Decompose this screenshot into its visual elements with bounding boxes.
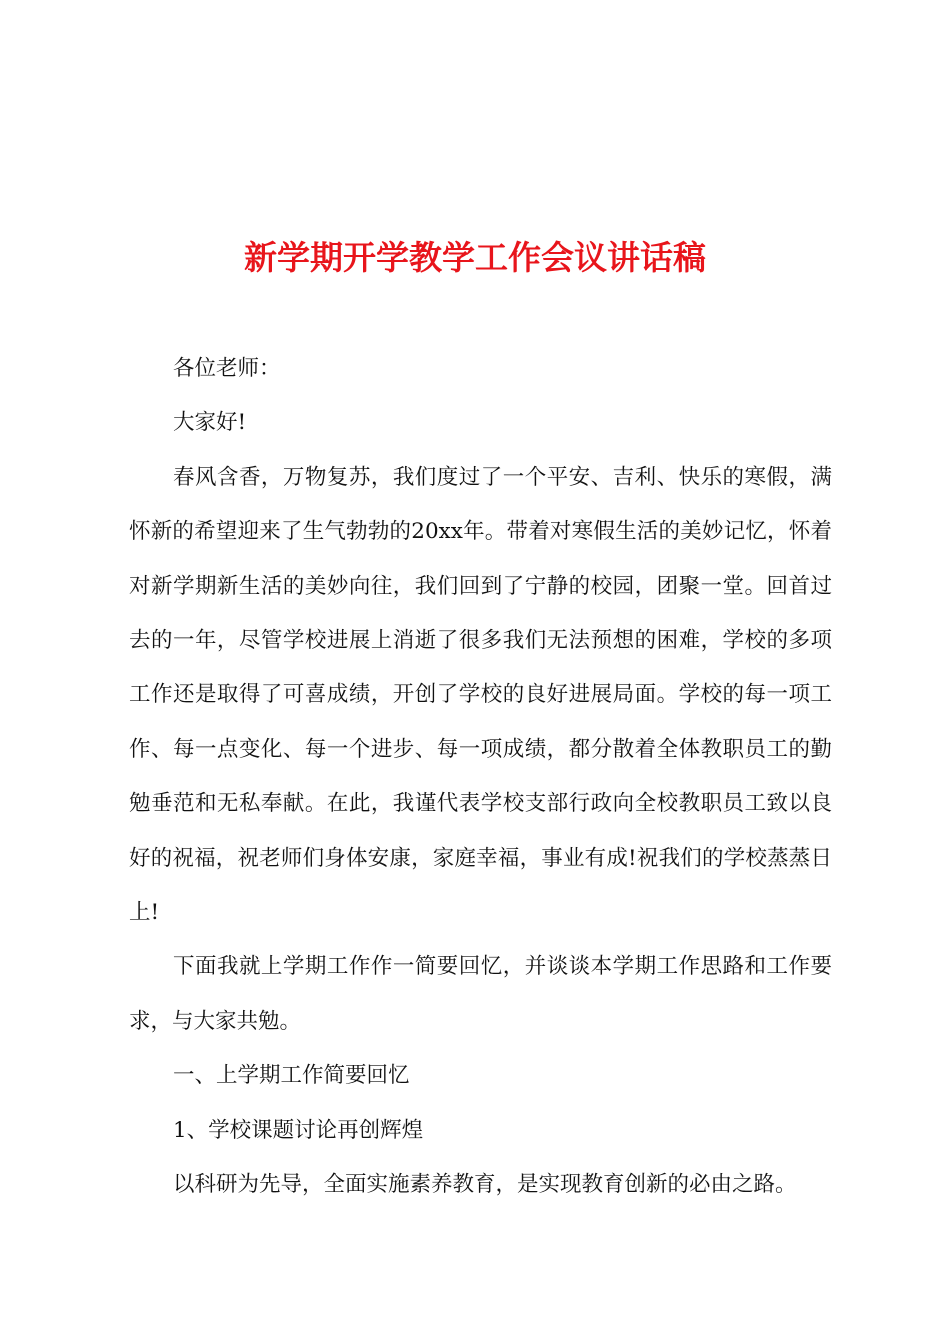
- document-body: [129, 342, 832, 1213]
- salutation-paragraph: 各位老师：: [173, 356, 281, 381]
- body-paragraph: 以科研为先导，全面实施素养教育，是实现教育创新的必由之路。: [173, 1172, 797, 1198]
- subsection-heading: 1、学校课题讨论再创辉煌: [173, 1117, 424, 1143]
- section-heading: 一、上学期工作简要回忆: [173, 1063, 410, 1089]
- intro-paragraph: 春风含香，万物复苏，我们度过了一个平安、吉利、快乐的寒假，满怀新的希望迎来了生气勃勃的20xx年。带着对寒假生活的美妙记忆，怀着对新学期新生活的美妙向往，我们回到了宁静的校园，团聚一堂。回首过去的一年，尽管学校进展上消逝了很多我们无法预想的困难，学校的多项工作还是取得了可喜成绩，开创了学校的良好进展局面。学校的每一项工作、每一点变化、每一个进步、每一项成绩，都分散着全体教职员工的勤勉垂范和无私奉献。在此，我谨代表学校支部行政向全校教职员工致以良好的祝福，祝老师们身体安康，家庭幸福，事业有成!祝我们的学校蒸蒸日上!: [129, 464, 832, 926]
- greeting-paragraph: 大家好!: [173, 410, 247, 436]
- document-title: 新学期开学教学工作会议讲话稿: [244, 238, 706, 278]
- outline-paragraph: 下面我就上学期工作作一简要回忆，并谈谈本学期工作思路和工作要求，与大家共勉。: [129, 954, 832, 1034]
